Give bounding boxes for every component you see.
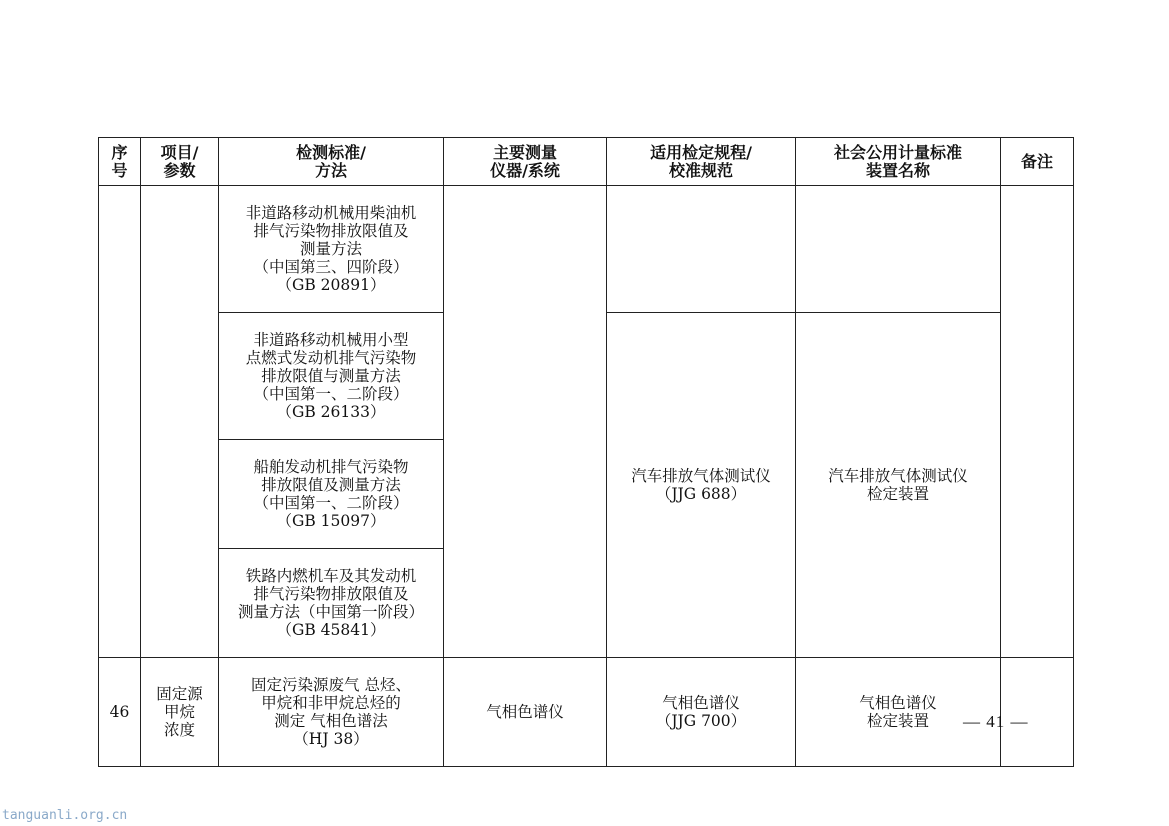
header-row: [99, 138, 1074, 186]
header-seq: 序 号: [99, 138, 141, 186]
header-remark: 备注: [1001, 138, 1074, 186]
standard-cell: 非道路移动机械用小型 点燃式发动机排气污染物 排放限值与测量方法 （中国第一、二阶段） （GB 26133）: [219, 313, 444, 440]
item-cell: 固定源 甲烷 浓度: [141, 658, 219, 767]
instrument-cell-continued: [444, 186, 607, 658]
header-instrument: 主要测量 仪器/系统: [444, 138, 607, 186]
procedure-cell: 汽车排放气体测试仪 （JJG 688）: [607, 313, 796, 658]
instrument-cell: 气相色谱仪: [444, 658, 607, 767]
header-device: 社会公用计量标准 装置名称: [796, 138, 1001, 186]
standard-cell: 非道路移动机械用柴油机 排气污染物排放限值及 测量方法 （中国第三、四阶段） （GB 20891）: [219, 186, 444, 313]
header-procedure: 适用检定规程/ 校准规范: [607, 138, 796, 186]
standards-table: [98, 137, 1074, 767]
device-cell: 汽车排放气体测试仪 检定装置: [796, 313, 1001, 658]
item-cell-continued: [141, 186, 219, 658]
device-cell: 气相色谱仪 检定装置: [796, 658, 1001, 767]
procedure-cell: 气相色谱仪 （JJG 700）: [607, 658, 796, 767]
standard-cell: 固定污染源废气 总烃、 甲烷和非甲烷总烃的 测定 气相色谱法 （HJ 38）: [219, 658, 444, 767]
table-row-46: [99, 658, 1074, 767]
standard-cell: 铁路内燃机车及其发动机 排气污染物排放限值及 测量方法（中国第一阶段） （GB 45841）: [219, 549, 444, 658]
page-number: — 41 —: [963, 712, 1029, 731]
device-cell-empty: [796, 186, 1001, 313]
standard-cell: 船舶发动机排气污染物 排放限值及测量方法 （中国第一、二阶段） （GB 15097）: [219, 440, 444, 549]
header-item: 项目/ 参数: [141, 138, 219, 186]
procedure-cell-empty: [607, 186, 796, 313]
watermark: tanguanli.org.cn: [2, 808, 128, 823]
seq-cell: 46: [99, 658, 141, 767]
remark-cell: [1001, 186, 1074, 658]
table-row: [99, 186, 1074, 313]
seq-cell-continued: [99, 186, 141, 658]
header-standard: 检测标准/ 方法: [219, 138, 444, 186]
